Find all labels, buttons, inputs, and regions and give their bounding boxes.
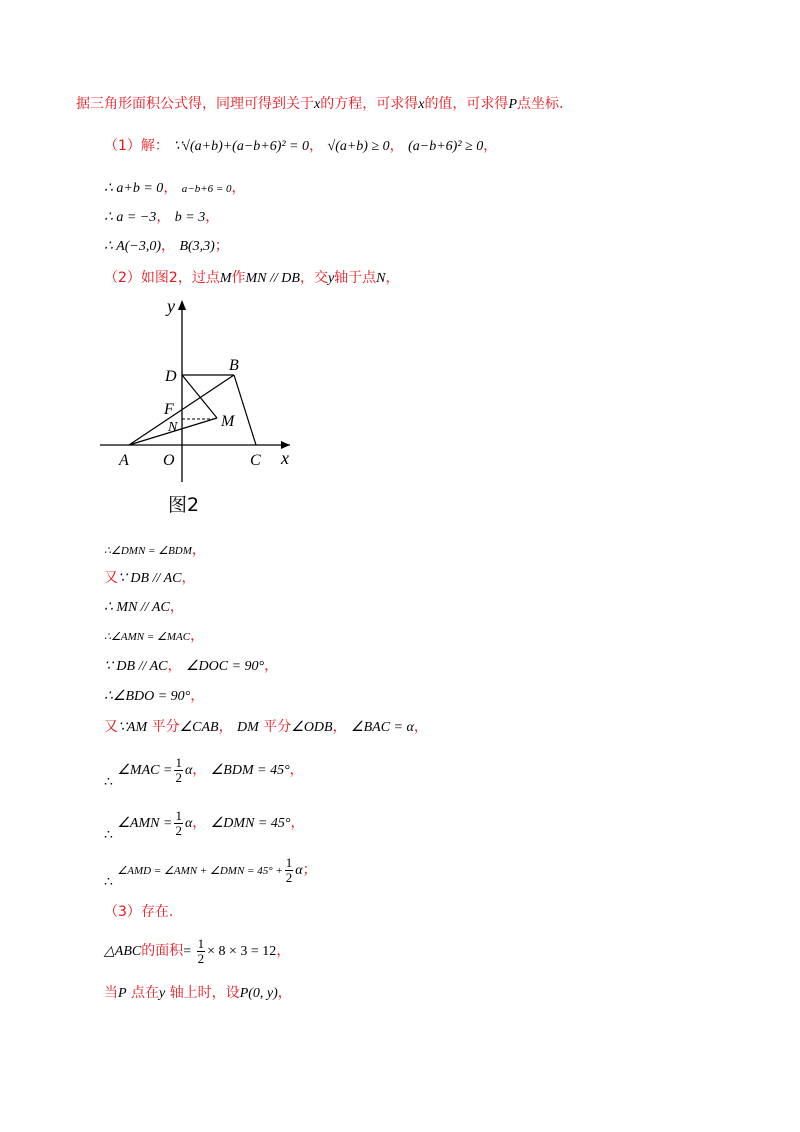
- proof-line-3-text: ∴ MN // AC: [104, 600, 170, 615]
- label-f: F: [164, 401, 174, 418]
- label-n: N: [168, 420, 178, 435]
- part2-text-3: ，交: [299, 270, 328, 286]
- proof-line-10-half: $\frac{1}{2}$: [285, 854, 293, 885]
- intro-line: [76, 94, 563, 115]
- proof-line-9c: ∠DMN = 45°: [210, 816, 291, 831]
- label-x: x: [281, 448, 289, 468]
- part1-cond-1: √(a+b) ≥ 0: [327, 139, 390, 154]
- proof-line-6: ∴∠BDO = 90°，: [104, 688, 205, 704]
- y-axis-arrow: [178, 300, 186, 310]
- part1-step-1a: ∴ a+b = 0: [104, 181, 164, 196]
- proof-line-8-therefore: ∴: [104, 774, 113, 790]
- part3-half: $\frac{1}{2}$: [197, 935, 205, 966]
- label-m: M: [221, 413, 235, 430]
- label-a: A: [119, 452, 129, 469]
- part3-area-calc: × 8 × 3 = 12: [207, 944, 277, 959]
- proof-line-7b: 平分: [151, 719, 180, 735]
- proof-line-8: ∴ ∠MAC = $\frac{1}{2}$ α， ∠BDM = 45°，: [104, 754, 304, 790]
- proof-line-9a: ∠AMN =: [117, 816, 173, 831]
- proof-line-4-text: ∴∠AMN = ∠MAC: [104, 631, 191, 643]
- proof-line-1-text: ∴∠DMN = ∠BDM: [104, 545, 192, 557]
- part3-area-label: 的面积: [141, 943, 184, 959]
- proof-line-10-therefore: ∴: [104, 874, 113, 890]
- label-b: B: [229, 357, 239, 374]
- proof-line-7a: ∵AM: [118, 720, 148, 735]
- intro-var-x: x: [314, 97, 321, 112]
- proof-line-10: ∴ ∠AMD = ∠AMN + ∠DMN = 45° + $\frac{1}{2}$ α；: [104, 854, 317, 890]
- part3-var-y: y: [159, 986, 166, 1001]
- part2-var-mn-db: MN // DB: [245, 271, 300, 286]
- proof-line-7-you: 又: [104, 719, 118, 735]
- proof-line-8b: α: [184, 763, 193, 778]
- part3-text-1: 当: [104, 985, 118, 1001]
- intro-var-p: P: [508, 97, 517, 112]
- part3-text-3: 轴上时，设: [169, 985, 240, 1001]
- proof-line-9-half: $\frac{1}{2}$: [175, 807, 182, 838]
- part3-text-2: 点在: [131, 985, 160, 1001]
- part1-step-3: ∴ A(−3,0)， B(3,3)；: [104, 238, 229, 254]
- proof-line-9: ∴ ∠AMN = $\frac{1}{2}$ α， ∠DMN = 45°，: [104, 807, 305, 843]
- proof-line-5b: ∠DOC = 90°: [185, 659, 265, 674]
- proof-line-10a: ∠AMD = ∠AMN + ∠DMN = 45° +: [117, 865, 283, 877]
- proof-line-7e: 平分: [263, 719, 292, 735]
- proof-line-7d: DM: [237, 720, 259, 735]
- part3-label: （3）存在.: [104, 904, 174, 920]
- proof-line-5: ∵ DB // AC， ∠DOC = 90°，: [104, 658, 279, 674]
- part1-step-1: ∴ a+b = 0， a−b+6 = 0，: [104, 180, 246, 196]
- intro-text-2: 的方程，可求得: [320, 96, 419, 112]
- part2-var-n: N: [376, 271, 386, 286]
- part3-triangle: △ABC: [104, 944, 142, 959]
- part1-step-2a: ∴ a = −3: [104, 210, 157, 225]
- part2-text-4: 轴于点: [334, 270, 377, 286]
- part1-step-3b: B(3,3): [179, 239, 215, 254]
- geometry-figure: [95, 292, 305, 482]
- label-d: D: [165, 368, 177, 385]
- proof-line-7g: ∠BAC = α: [351, 720, 414, 735]
- part3-var-p: P: [118, 986, 127, 1001]
- proof-line-4: ∴∠AMN = ∠MAC，: [104, 628, 205, 644]
- proof-line-8c: ∠BDM = 45°: [210, 763, 290, 778]
- part2-var-y: y: [327, 271, 335, 286]
- part1-given-line: （1）解： ∵√(a+b)+(a−b+6)² = 0， √(a+b) ≥ 0， (a−b+6)² ≥ 0，: [104, 138, 498, 154]
- proof-line-9-therefore: ∴: [104, 827, 113, 843]
- proof-line-2-you: 又: [104, 570, 118, 586]
- label-c: C: [250, 452, 261, 469]
- proof-line-10b: α: [295, 863, 303, 878]
- proof-line-5a: ∵ DB // AC: [104, 659, 168, 674]
- intro-text-4: 点坐标.: [517, 96, 564, 112]
- part1-label: （1）解：: [104, 138, 169, 154]
- intro-var-x2: x: [418, 97, 425, 112]
- part1-cond-2: (a−b+6)² ≥ 0: [408, 139, 484, 154]
- label-y: y: [167, 296, 175, 316]
- segment-bc: [234, 375, 256, 445]
- part2-text-1: （2）如图2，过点: [104, 270, 220, 286]
- proof-line-3: ∴ MN // AC，: [104, 599, 184, 615]
- proof-line-7c: ∠CAB: [179, 720, 219, 735]
- part1-given: ∵√(a+b)+(a−b+6)² = 0: [173, 139, 310, 154]
- figure-caption: 图2: [168, 494, 200, 516]
- proof-line-2: 又∵ DB // AC，: [104, 570, 196, 586]
- part3-area-line: △ABC的面积= $\frac{1}{2}$ × 8 × 3 = 12，: [104, 935, 291, 966]
- proof-line-1: ∴∠DMN = ∠BDM，: [104, 542, 206, 558]
- proof-line-6-text: ∴∠BDO = 90°: [104, 689, 191, 704]
- part2-text-5: ，: [385, 270, 400, 286]
- part1-step-2b: b = 3: [174, 210, 206, 225]
- proof-line-8a: ∠MAC =: [117, 763, 173, 778]
- proof-line-9b: α: [184, 816, 193, 831]
- part2-text-2: 作: [231, 270, 246, 286]
- proof-line-8-half: $\frac{1}{2}$: [175, 754, 182, 785]
- part1-step-2: ∴ a = −3， b = 3，: [104, 209, 220, 225]
- proof-line-7: 又∵AM 平分∠CAB， DM 平分∠ODB， ∠BAC = α，: [104, 719, 428, 735]
- part2-header: [104, 268, 400, 289]
- intro-text-3: 的值，可求得: [424, 96, 509, 112]
- part1-step-1b: a−b+6 = 0: [181, 183, 232, 195]
- label-o: O: [163, 452, 175, 469]
- part3-equals: =: [183, 944, 195, 959]
- segment-dm: [182, 375, 217, 418]
- intro-text-1: 据三角形面积公式得，同理可得到关于: [76, 96, 314, 112]
- part2-var-m: M: [219, 271, 232, 286]
- part3-var-p0y: P(0, y): [239, 986, 278, 1001]
- proof-line-7f: ∠ODB: [291, 720, 333, 735]
- part1-step-3a: ∴ A(−3,0): [104, 239, 161, 254]
- part3-last-line: 当P 点在y 轴上时，设P(0, y)，: [104, 985, 292, 1001]
- proof-line-2-text: ∵ DB // AC: [118, 571, 182, 586]
